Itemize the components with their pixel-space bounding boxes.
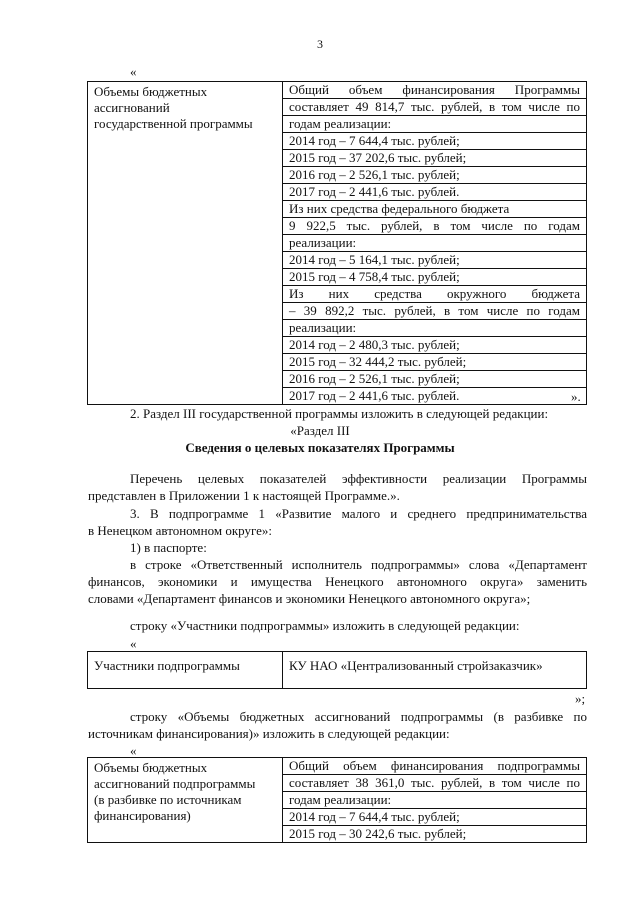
right-line: 2014 год – 7 644,4 тыс. рублей; — [283, 809, 586, 826]
subprogram-budget-left-cell — [88, 758, 282, 826]
left-line: ассигнований — [94, 100, 170, 115]
page-number: 3 — [317, 37, 323, 51]
exec-line: в строке «Ответственный исполнитель подпрограммы» слова «Департамент — [130, 557, 587, 572]
right-line: 2016 год – 2 526,1 тыс. рублей; — [283, 371, 586, 388]
close-quote-2: »; — [575, 691, 586, 706]
right-line: составляет 38 361,0 тыс. рублей, в том числе по — [283, 775, 586, 792]
right-line: Общий объем финансирования подпрограммы — [283, 758, 586, 775]
para-line: представлен в Приложении 1 к настоящей Программе.». — [88, 488, 400, 503]
section-title: Сведения о целевых показателях Программы — [185, 440, 455, 455]
sub-item-1: 1) в паспорте: — [130, 540, 207, 555]
right-line: – 39 892,2 тыс. рублей, в том числе по годам — [283, 303, 586, 320]
right-line: 2014 год – 2 480,3 тыс. рублей; — [283, 337, 586, 354]
exec-line: словами «Департамент финансов и экономики Ненецкого автономного округа»; — [88, 591, 531, 606]
participants-table — [87, 651, 587, 689]
budget-table — [87, 81, 587, 405]
right-line: реализации: — [283, 320, 586, 337]
right-line: 2015 год – 4 758,4 тыс. рублей; — [283, 269, 586, 286]
right-line: 2016 год – 2 526,1 тыс. рублей; — [283, 167, 586, 184]
right-line: 2017 год – 2 441,6 тыс. рублей. — [289, 388, 460, 403]
right-line: 9 922,5 тыс. рублей, в том числе по годам — [283, 218, 586, 235]
right-line: Из них средства окружного бюджета — [283, 286, 586, 303]
volumes-line: строку «Объемы бюджетных ассигнований подпрограммы (в разбивке по — [130, 709, 587, 724]
section-label: «Раздел III — [290, 423, 350, 438]
right-line: 2014 год – 5 164,1 тыс. рублей; — [283, 252, 586, 269]
right-line: 2014 год – 7 644,4 тыс. рублей; — [283, 133, 586, 150]
item-2-text: 2. Раздел III государственной программы изложить в следующей редакции: — [130, 406, 549, 421]
left-line: (в разбивке по источникам — [94, 792, 242, 807]
right-line: 2015 год – 32 444,2 тыс. рублей; — [283, 354, 586, 371]
open-quote-2: « — [130, 636, 137, 651]
right-line: годам реализации: — [283, 116, 586, 133]
item-3-line: 3. В подпрограмме 1 «Развитие малого и среднего предпринимательства — [130, 506, 587, 521]
left-line: ассигнований подпрограммы — [94, 776, 256, 791]
open-quote-1: « — [130, 64, 137, 79]
participants-right-cell: КУ НАО «Централизованный стройзаказчик» — [289, 658, 543, 673]
right-line: 2017 год – 2 441,6 тыс. рублей. — [283, 184, 586, 201]
right-line: Из них средства федерального бюджета — [283, 201, 586, 218]
budget-table-left-cell — [88, 82, 282, 134]
right-line: 2015 год – 37 202,6 тыс. рублей; — [283, 150, 586, 167]
left-line: государственной программы — [94, 116, 253, 131]
right-line: 2015 год – 30 242,6 тыс. рублей; — [289, 826, 467, 841]
volumes-line: источникам финансирования)» изложить в следующей редакции: — [88, 726, 450, 741]
item-3-line: в Ненецком автономном округе»: — [88, 523, 273, 538]
right-line: годам реализации: — [283, 792, 586, 809]
participants-line: строку «Участники подпрограммы» изложить в следующей редакции: — [130, 618, 520, 633]
para-line: Перечень целевых показателей эффективности реализации Программы — [130, 471, 587, 486]
open-quote-3: « — [130, 743, 137, 758]
left-line: Объемы бюджетных — [94, 760, 208, 775]
right-line: Общий объем финансирования Программы — [283, 82, 586, 99]
right-line: составляет 49 814,7 тыс. рублей, в том числе по — [283, 99, 586, 116]
subprogram-budget-table — [87, 757, 587, 843]
exec-line: финансов, экономики и имущества Ненецкого автономного округа» заменить — [88, 574, 587, 589]
left-line: Объемы бюджетных — [94, 84, 208, 99]
right-line: реализации: — [283, 235, 586, 252]
participants-left-cell: Участники подпрограммы — [94, 658, 240, 673]
subprogram-budget-right-cell — [283, 758, 587, 843]
close-quote-1: ». — [571, 389, 581, 404]
budget-table-right-cell — [283, 82, 587, 405]
left-line: финансирования) — [94, 808, 191, 823]
